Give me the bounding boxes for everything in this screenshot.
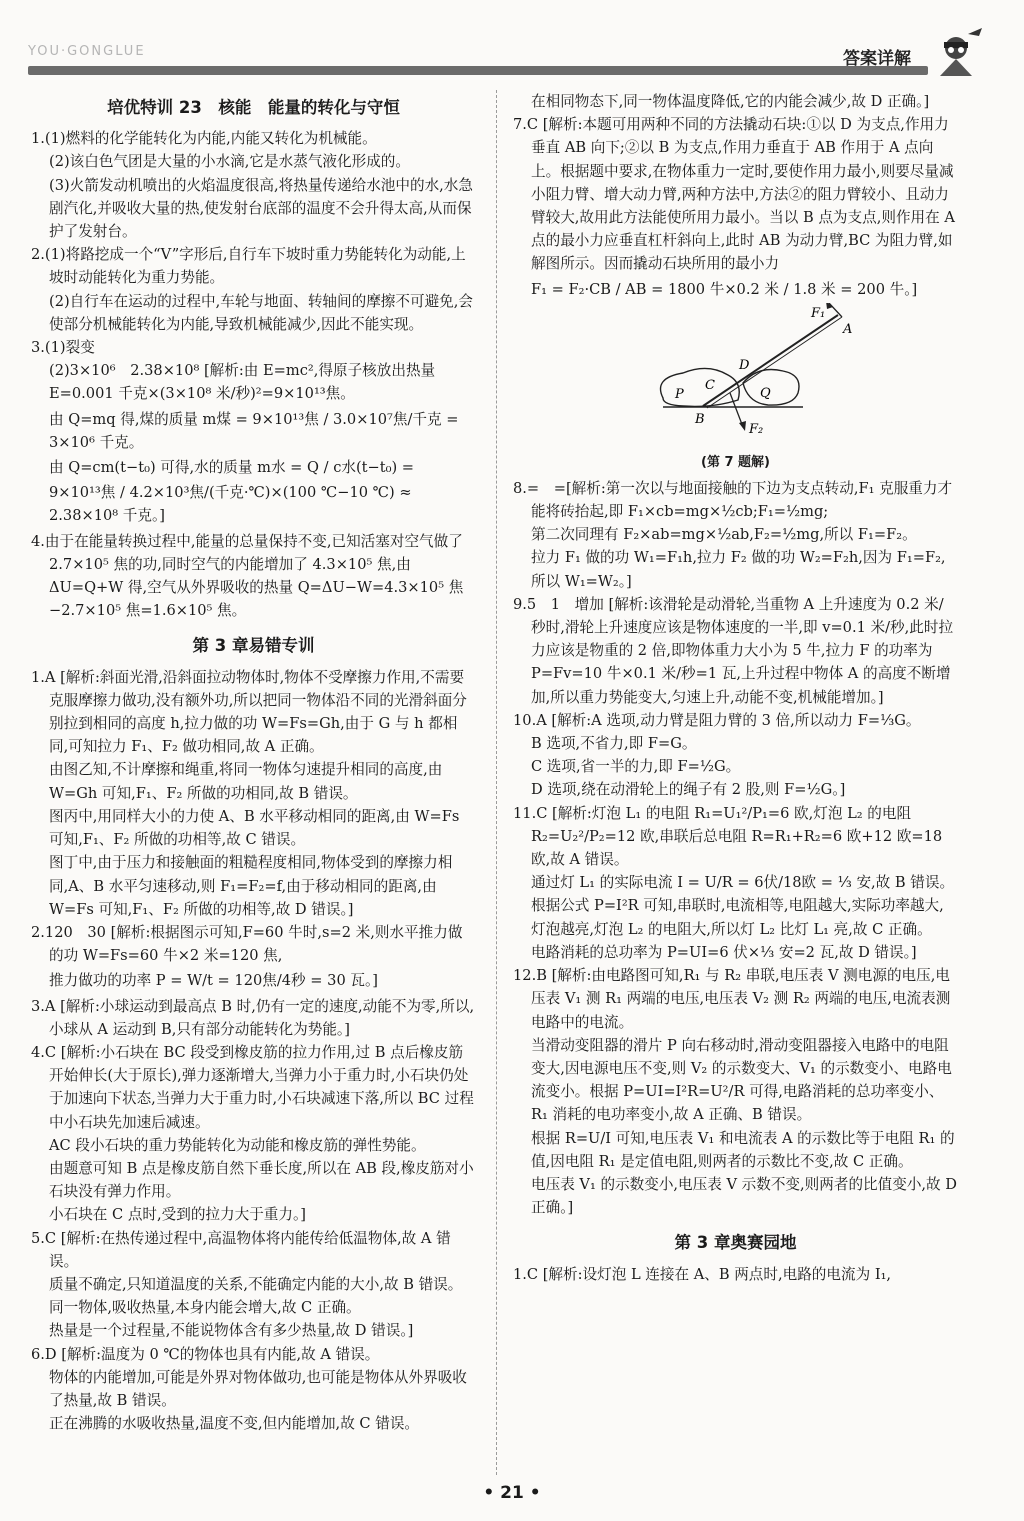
formula-line: 9×10¹³焦 / 4.2×10³焦/(千克·℃)×(100 ℃−10 ℃) ≈ 2.38×10⁸ 千克。] (49, 484, 412, 525)
answer-line: 1.C [解析:设灯泡 L 连接在 A、B 两点时,电路的电流为 I₁, (513, 1265, 892, 1283)
answer-line: (2)该白色气团是大量的小水滴,它是水蒸气液化形成的。 (49, 153, 410, 171)
formula-line: 推力做功的功率 P = W/t = 120焦/4秒 = 30 瓦。] (49, 972, 378, 990)
lever-figure (513, 303, 958, 475)
label-D: D (739, 357, 750, 373)
label-Q: Q (760, 385, 771, 401)
answer-line: 热量是一个过程量,不能说物体含有多少热量,故 D 错误。] (49, 1322, 414, 1340)
answer-line: 图丙中,用同样大小的力使 A、B 水平移动相同的距离,由 W=Fs 可知,F₁、F₂ 所做的功相等,故 C 错误。 (49, 807, 460, 849)
header-title: 答案详解 (843, 49, 911, 69)
section-title-chapter3-errors: 第 3 章易错专训 (192, 636, 315, 656)
label-A: A (843, 321, 853, 337)
answer-line: 4.由于在能量转换过程中,能量的总量保持不变,已知活塞对空气做了 2.7×10⁵ 焦的功,同时空气的内能增加了 4.3×10⁵ 焦,由 ΔU=Q+W 得,空气从外界吸收的热量 Q=ΔU−W=4.3×10⁵ 焦−2.7×10⁵ 焦=1.6×10⁵ 焦。 (31, 532, 464, 620)
label-F2: F₂ (749, 421, 764, 437)
answer-line: 质量不确定,只知道温度的关系,不能确定内能的大小,故 B 错误。 (49, 1275, 463, 1293)
page-number: • 21 • (483, 1483, 541, 1503)
label-C: C (705, 377, 715, 393)
label-P: P (675, 386, 684, 402)
answer-line: 物体的内能增加,可能是外界对物体做功,也可能是物体从外界吸收了热量,故 B 错误。 (49, 1368, 467, 1409)
answer-line: 3.(1)裂变 (31, 339, 95, 357)
label-F1: F₁ (811, 305, 826, 321)
answer-line: 图丁中,由于压力和接触面的粗糙程度相同,物体受到的摩擦力相同,A、B 水平匀速移动,则 F₁=F₂=f,由于移动相同的距离,由 W=Fs 可知,F₁、F₂ 所做的功相等,故 D 错误。] (49, 854, 453, 918)
answer-line: (2)自行车在运动的过程中,车轮与地面、转轴间的摩擦不可避免,会使部分机械能转化为内能,导致机械能减少,因此不能实现。 (49, 292, 473, 333)
header-bar (28, 66, 928, 75)
left-column (31, 90, 476, 1435)
answer-line: 12.B [解析:由电路图可知,R₁ 与 R₂ 串联,电压表 V 测电源的电压,电压表 V₁ 测 R₁ 两端的电压,电压表 V₂ 测 R₂ 两端的电压,电流表测电路中的电流。 (513, 967, 951, 1031)
answer-line: 根据公式 P=I²R 可知,串联时,电流相等,电阻越大,实际功率越大,灯泡越亮,灯泡 L₂ 的电阻大,所以灯 L₂ 比灯 L₁ 亮,故 C 正确。 (531, 897, 944, 938)
answer-line: 2.(1)将路挖成一个“V”字形后,自行车下坡时重力势能转化为动能,上坡时动能转化为重力势能。 (31, 246, 466, 287)
answer-line: 电路消耗的总功率为 P=UI=6 伏×⅓ 安=2 瓦,故 D 错误。] (531, 943, 917, 961)
answer-line: 小石块在 C 点时,受到的拉力大于重力。] (49, 1206, 306, 1224)
formula-line: 由 Q=cm(t−t₀) 可得,水的质量 m水 = Q / c水(t−t₀) = (49, 459, 415, 477)
answer-line: C 选项,省一半的力,即 F=½G。 (531, 758, 741, 776)
brand-label: YOU·GONGLUE (28, 44, 146, 59)
answer-line: 2.120 30 [解析:根据图示可知,F=60 牛时,s=2 米,则水平推力做的功 W=Fs=60 牛×2 米=120 焦, (31, 923, 463, 965)
answer-line: 6.D [解析:温度为 0 ℃的物体也具有内能,故 A 错误。 (31, 1345, 380, 1363)
answer-line: 通过灯 L₁ 的实际电流 I = U/R = 6伏/18欧 = ⅓ 安,故 B 错误。 (531, 874, 955, 892)
answer-line: 由题意可知 B 点是橡皮筋自然下垂长度,所以在 AB 段,橡皮筋对小石块没有弹力作用。 (49, 1159, 474, 1201)
answer-line: 3.A [解析:小球运动到最高点 B 时,仍有一定的速度,动能不为零,所以,小球从 A 运动到 B,只有部分动能转化为势能。] (31, 997, 475, 1038)
formula-line: F₁ = F₂·CB / AB = 1800 牛×0.2 米 / 1.8 米 = 200 牛。] (531, 280, 918, 298)
section-title-core-energy: 培优特训 23 核能 能量的转化与守恒 (107, 98, 400, 117)
answer-line: 根据 R=U/I 可知,电压表 V₁ 和电流表 A 的示数比等于电阻 R₁ 的值,因电阻 R₁ 是定值电阻,则两者的示数比不变,故 C 正确。 (531, 1129, 955, 1170)
right-column (513, 90, 958, 1286)
answer-line: 4.C [解析:小石块在 BC 段受到橡皮筋的拉力作用,过 B 点后橡皮筋开始伸长(大于原长),弹力逐渐增大,当弹力小于重力时,小石块仍处于加速向下状态,当弹力大于重力时,小石块减速下落,所以 BC 过程中小石块先加速后减速。 (31, 1043, 474, 1131)
answer-line: 5.C [解析:在热传递过程中,高温物体将内能传给低温物体,故 A 错误。 (31, 1229, 451, 1270)
answer-line: 正在沸腾的水吸收热量,温度不变,但内能增加,故 C 错误。 (49, 1415, 420, 1433)
answer-line: 同一物体,吸收热量,本身内能会增大,故 C 正确。 (49, 1299, 361, 1317)
lever-diagram (513, 303, 958, 453)
answer-line: 当滑动变阻器的滑片 P 向右移动时,滑动变阻器接入电路中的电阻变大,因电源电压不变,则 V₂ 的示数变大、V₁ 的示数变小、电路电流变小。根据 P=UI=I²R=U²/R 可得,电路消耗的总功率变小、R₁ 消耗的电功率变小,故 A 正确、B 错误。 (531, 1036, 952, 1124)
answer-line: 8.= =[解析:第一次以与地面接触的下边为支点转动,F₁ 克服重力才能将砖抬起,即 F₁×cb=mg×½cb;F₁=½mg; (513, 479, 953, 521)
answer-line: 由图乙知,不计摩擦和绳重,将同一物体匀速提升相同的高度,由 W=Gh 可知,F₁、F₂ 所做的功相同,故 B 错误。 (49, 761, 443, 802)
answer-line: 1.A [解析:斜面光滑,沿斜面拉动物体时,物体不受摩擦力作用,不需要克服摩擦力做功,没有额外功,所以把同一物体沿不同的光滑斜面分别拉到相同的高度 h,拉力做的功 W=Fs=Gh,由于 G 与 h 都相同,可知拉力 F₁、F₂ 做功相同,故 A 正确。 (31, 668, 467, 756)
answer-line: 11.C [解析:灯泡 L₁ 的电阻 R₁=U₁²/P₁=6 欧,灯泡 L₂ 的电阻 R₂=U₂²/P₂=12 欧,串联后总电阻 R=R₁+R₂=6 欧+12 欧=18 欧,故 A 错误。 (513, 804, 943, 869)
answer-line: (2)3×10⁶ 2.38×10⁸ [解析:由 E=mc²,得原子核放出热量 E=0.001 千克×(3×10⁸ 米/秒)²=9×10¹³焦。 (49, 362, 436, 403)
section-title-olympiad: 第 3 章奥赛园地 (674, 1233, 797, 1253)
mascot-icon (930, 26, 985, 78)
figure-caption: (第 7 题解) (701, 454, 770, 470)
answer-line: 拉力 F₁ 做的功 W₁=F₁h,拉力 F₂ 做的功 W₂=F₂h,因为 F₁=F₂,所以 W₁=W₂。] (531, 549, 946, 590)
answer-line: D 选项,绕在动滑轮上的绳子有 2 股,则 F=½G。] (531, 781, 846, 799)
answer-line: B 选项,不省力,即 F=G。 (531, 735, 697, 753)
column-divider (496, 90, 497, 1475)
answer-line: 10.A [解析:A 选项,动力臂是阻力臂的 3 倍,所以动力 F=⅓G。 (513, 711, 921, 729)
answer-line: 电压表 V₁ 的示数变小,电压表 V 示数不变,则两者的比值变小,故 D 正确。] (531, 1175, 957, 1217)
answer-line: 第二次同理有 F₂×ab=mg×½ab,F₂=½mg,所以 F₁=F₂。 (531, 526, 917, 544)
answer-line: 在相同物态下,同一物体温度降低,它的内能会减少,故 D 正确。] (531, 93, 930, 110)
page-header (0, 0, 1024, 78)
answer-line: 9.5 1 增加 [解析:该滑轮是动滑轮,当重物 A 上升速度为 0.2 米/秒时,滑轮上升速度应该是物体速度的一半,即 v=0.1 米/秒,此时拉力应该是物重的 2 倍,即物体重力大小为 5 牛,拉力 F 的功率为 P=Fv=10 牛×0.1 米/秒=1 瓦,上升过程中物体 A 的高度不断增加,所以重力势能变大,匀速上升,动能不变,机械能增加。] (513, 595, 954, 706)
answer-line: AC 段小石块的重力势能转化为动能和橡皮筋的弹性势能。 (49, 1136, 426, 1154)
answer-line: (3)火箭发动机喷出的火焰温度很高,将热量传递给水池中的水,水急剧汽化,并吸收大量的热,使发射台底部的温度不会升得太高,从而保护了发射台。 (49, 176, 473, 241)
formula-line: 由 Q=mq 得,煤的质量 m煤 = 9×10¹³焦 / 3.0×10⁷焦/千克 = 3×10⁶ 千克。 (49, 410, 459, 451)
label-B: B (695, 411, 705, 427)
answer-line: 1.(1)燃料的化学能转化为内能,内能又转化为机械能。 (31, 130, 377, 148)
answer-line: 7.C [解析:本题可用两种不同的方法撬动石块:①以 D 为支点,作用力垂直 AB 向下;②以 B 为支点,作用力垂直于 AB 作用于 A 点向上。根据题中要求,在物体重力一定时,要使作用力最小,则要尽量减小阻力臂、增大动力臂,两种方法中,方法②的阻力臂较小、且动力臂较大,故用此方法能使所用力最小。当以 B 点为支点,则作用在 A 点的最小力应垂直杠杆斜向上,此时 AB 为动力臂,BC 为阻力臂,如解图所示。因而撬动石块所用的最小力 (513, 116, 955, 273)
